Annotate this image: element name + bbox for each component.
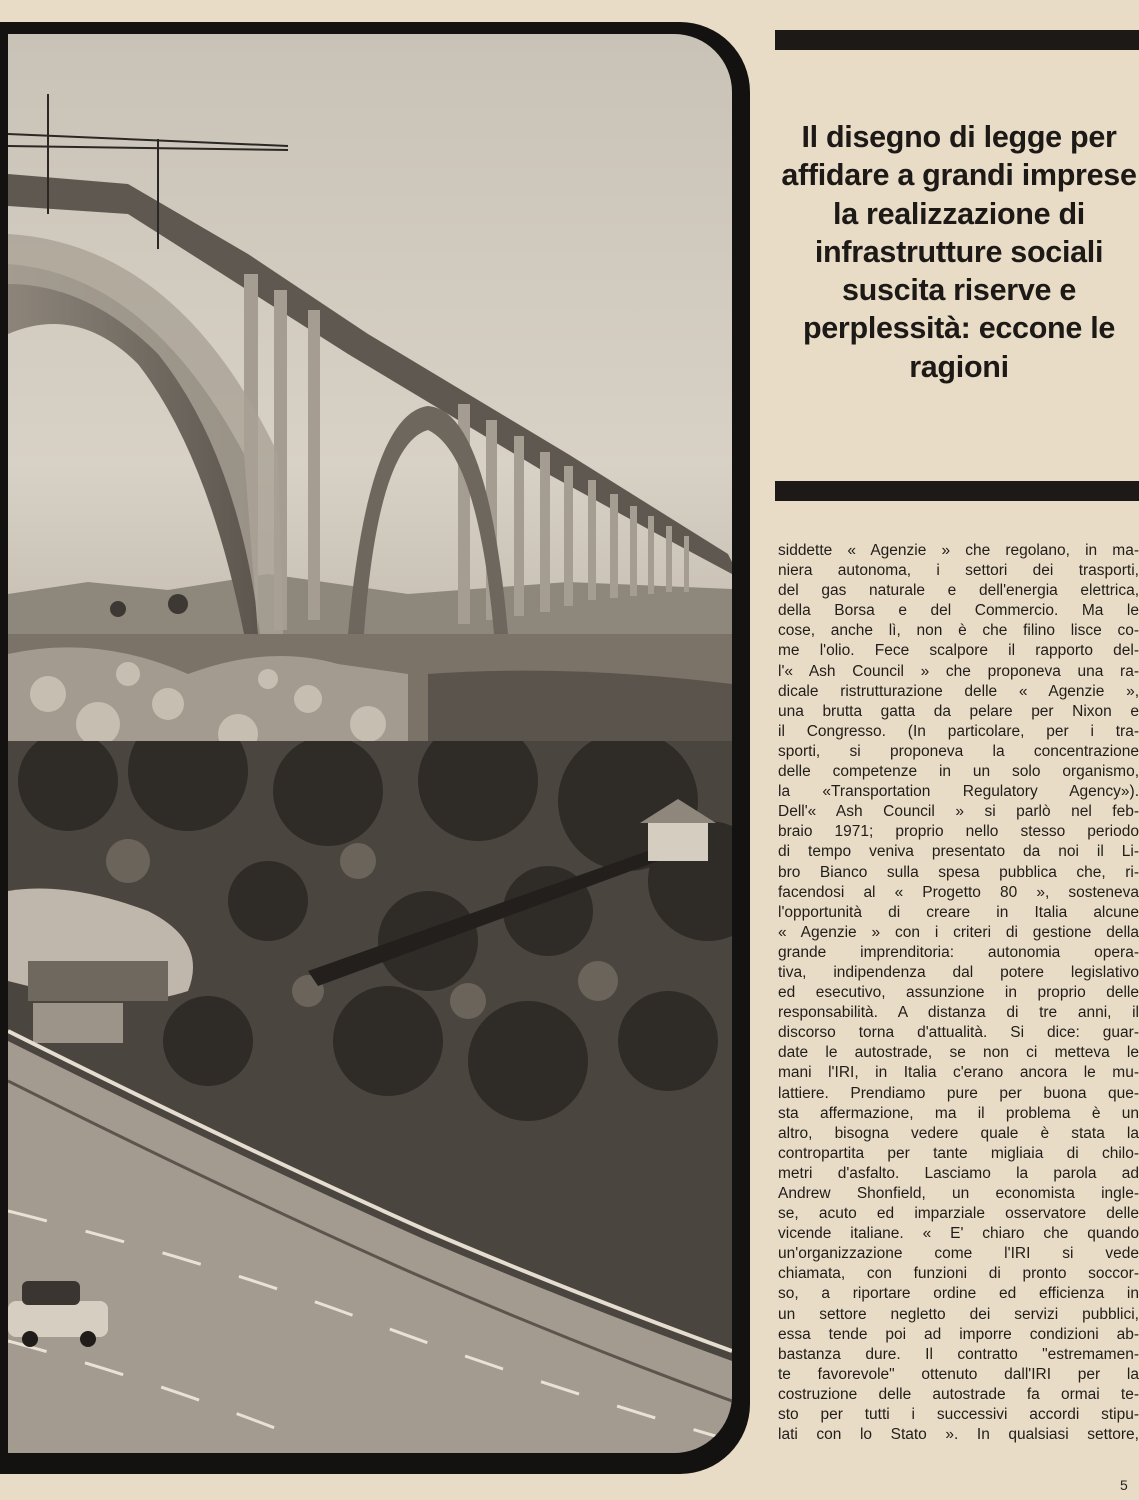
top-rule	[775, 30, 1139, 50]
body-line: niera autonoma, i settori dei trasporti,	[778, 562, 1139, 580]
body-line: di tempo veniva presentato da noi il Li-	[778, 843, 1139, 861]
body-line: discorso torna d'attualità. Si dice: guar-	[778, 1024, 1139, 1042]
body-line: braio 1971; proprio nello stesso periodo	[778, 823, 1139, 841]
body-line: del gas naturale e dell'energia elettrica,	[778, 582, 1139, 600]
body-line: Andrew Shonfield, un economista ingle-	[778, 1185, 1139, 1202]
photo-frame	[0, 22, 750, 1474]
body-line: costruzione delle autostrade fa ormai te-	[778, 1385, 1139, 1403]
body-line: il Congresso. (In particolare, per i tra-	[778, 722, 1139, 740]
article-headline: Il disegno di legge per affidare a grandi imprese la realizzazione di infrastrutture sociali suscita riserve e perplessità: eccone le ragioni	[781, 120, 1137, 384]
body-line: lattiere. Prendiamo pure per buona que-	[778, 1084, 1139, 1102]
body-line: delle competenze in un solo organismo,	[778, 763, 1139, 781]
body-line: tiva, indipendenza dal potere legislativo	[778, 963, 1139, 981]
body-line: sta affermazione, ma il problema è un	[778, 1104, 1139, 1122]
body-line: Dell'« Ash Council » si parlò nel feb-	[778, 803, 1139, 821]
body-line: bro Bianco sulla spesa pubblica che, ri-	[778, 863, 1139, 881]
body-line: dicale ristrutturazione delle « Agenzie »,	[778, 682, 1139, 700]
body-line: facendosi al « Progetto 80 », sosteneva	[778, 883, 1139, 901]
body-line: metri d'asfalto. Lasciamo la parola ad	[778, 1164, 1139, 1182]
body-line: mani l'IRI, in Italia c'erano ancora le mu-	[778, 1064, 1139, 1082]
body-line: l'« Ash Council » che proponeva una ra-	[778, 662, 1139, 680]
body-line: essa tende poi ad imporre condizioni ab-	[778, 1325, 1139, 1343]
body-line: vicende italiane. « E' chiaro che quando	[778, 1225, 1139, 1243]
body-line: l'opportunità di creare in Italia alcune	[778, 903, 1139, 921]
middle-rule	[775, 481, 1139, 501]
body-line: cose, anche lì, non è che filino lisce co-	[778, 622, 1139, 640]
body-line: chiamata, con funzioni di pronto soccor-	[778, 1265, 1139, 1283]
body-line: altro, bisogna vedere quale è stata la	[778, 1124, 1139, 1142]
photo-viaduct	[8, 34, 732, 752]
body-line: date le autostrade, se non ci metteva le	[778, 1044, 1139, 1062]
body-line: grande imprenditoria: autonomia opera-	[778, 943, 1139, 961]
body-line: responsabilità. A distanza di tre anni, il	[778, 1004, 1139, 1022]
page-number: 5	[1120, 1477, 1128, 1493]
body-line: sporti, si proponeva la concentrazione	[778, 742, 1139, 760]
body-line: lati con lo Stato ». In qualsiasi settore,	[778, 1426, 1139, 1444]
body-line: ed esecutivo, assunzione in proprio delle	[778, 984, 1139, 1002]
body-line: bastanza dure. Il contratto "estremamen-	[778, 1345, 1139, 1363]
photo-highway	[8, 741, 732, 1453]
body-line: sto per tutti i successivi accordi stipu-	[778, 1406, 1139, 1424]
article-body	[778, 541, 1139, 1445]
body-line: un'organizzazione come l'IRI si vede	[778, 1245, 1139, 1263]
body-line: te favorevole" ottenuto dall'IRI per la	[778, 1365, 1139, 1383]
body-line: siddette « Agenzie » che regolano, in ma-	[778, 542, 1139, 559]
body-line: la «Transportation Regulatory Agency»).	[778, 783, 1139, 801]
body-line: me l'olio. Fece scalpore il rapporto del-	[778, 642, 1139, 660]
body-line: della Borsa e del Commercio. Ma le	[778, 602, 1139, 620]
body-line: « Agenzie » con i criteri di gestione della	[778, 923, 1139, 941]
body-line: se, acuto ed imparziale osservatore delle	[778, 1205, 1139, 1223]
body-line: una brutta gatta da pelare per Nixon e	[778, 702, 1139, 720]
body-line: so, a riportare ordine ed efficienza in	[778, 1285, 1139, 1303]
body-line: contropartita per tante migliaia di chilo-	[778, 1144, 1139, 1162]
body-line: un settore negletto dei servizi pubblici,	[778, 1305, 1139, 1323]
